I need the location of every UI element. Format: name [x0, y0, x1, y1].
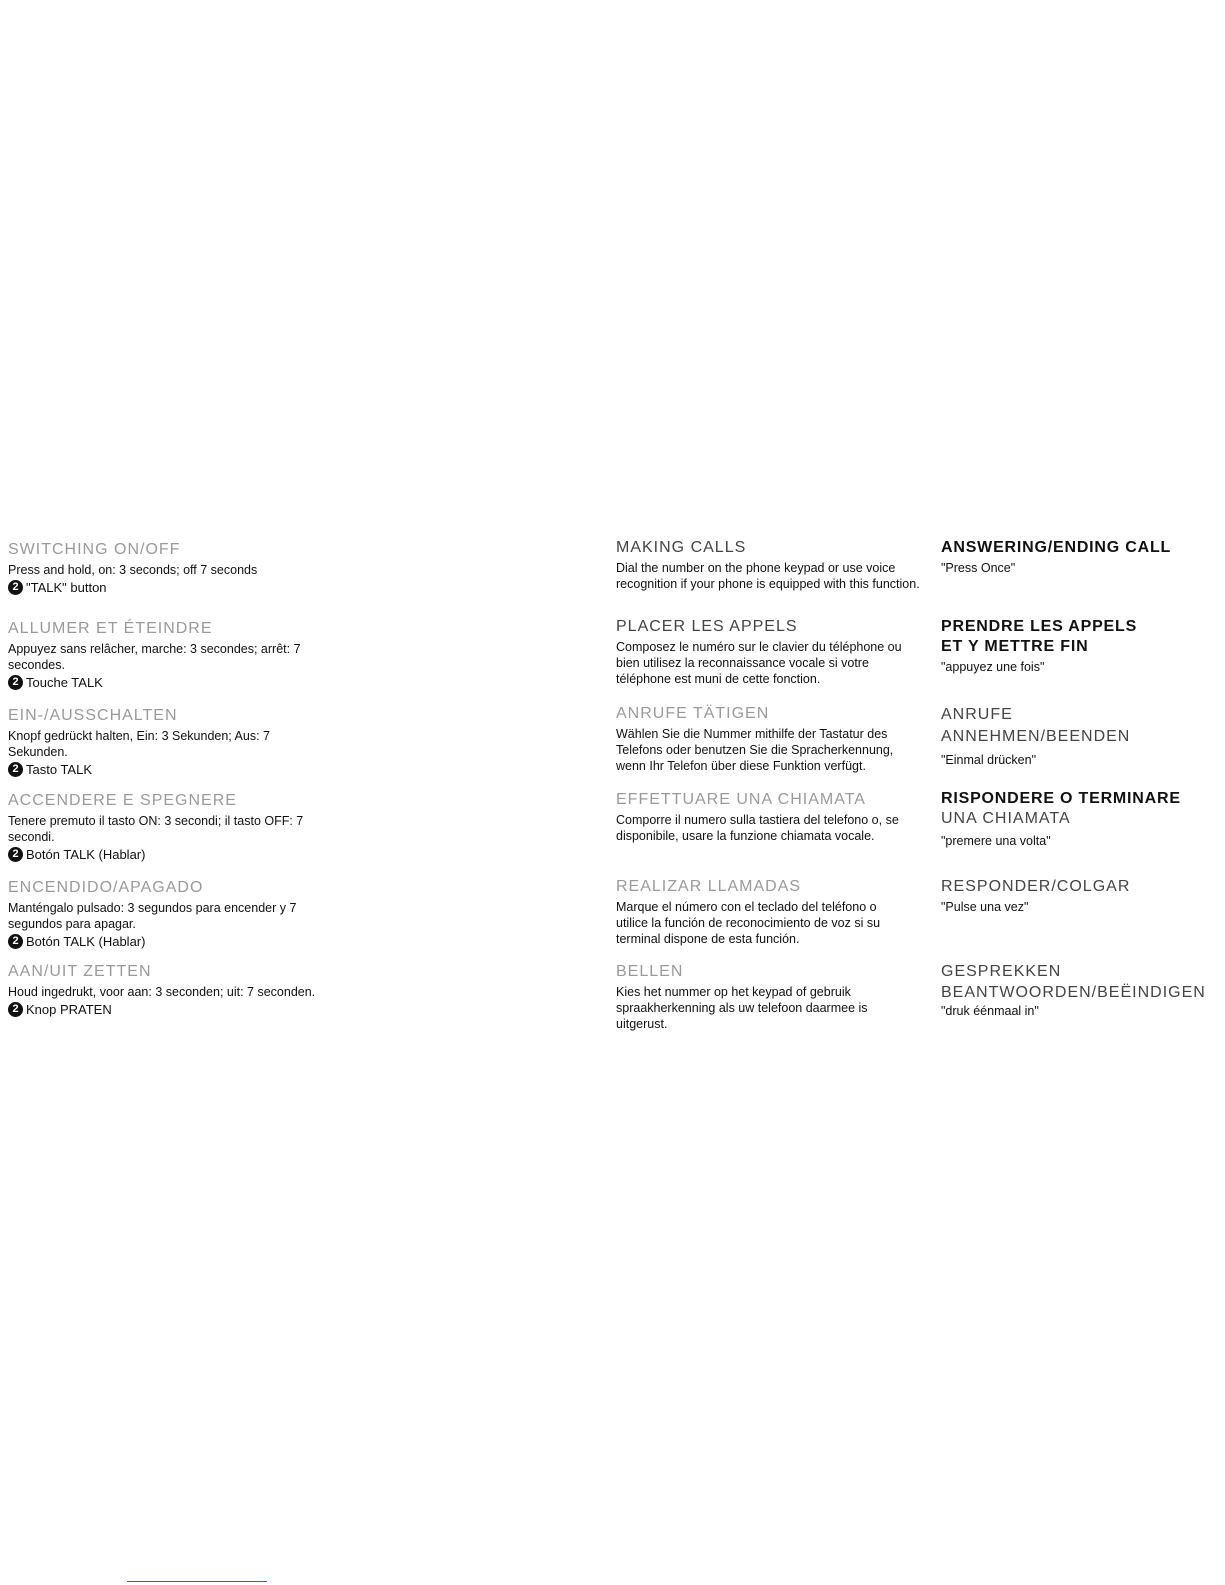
section-switching-on-off-nl — [8, 962, 348, 1018]
talk-button-reference — [8, 846, 338, 863]
section-text: "appuyez une fois" — [941, 660, 1045, 674]
section-title-line-1: PRENDRE LES APPELS — [941, 618, 1138, 635]
talk-button-reference — [8, 579, 338, 596]
talk-button-reference — [8, 674, 338, 691]
number-2-icon: 2 — [8, 934, 23, 949]
button-label: Tasto TALK — [26, 762, 92, 777]
section-text: Dial the number on the phone keypad or use voice recognition if your phone is equipped with this function. — [616, 561, 920, 591]
section-title: BELLEN — [616, 963, 684, 980]
number-2-icon: 2 — [8, 1002, 23, 1017]
button-label: Knop PRATEN — [26, 1002, 112, 1017]
section-text: Tenere premuto il tasto ON: 3 secondi; il tasto OFF: 7 secondi. — [8, 814, 304, 844]
section-title-line-2: ET Y METTRE FIN — [941, 638, 1089, 655]
section-text: Press and hold, on: 3 seconds; off 7 seconds — [8, 563, 258, 577]
section-title: ENCENDIDO/APAGADO — [8, 879, 204, 896]
section-text: "Einmal drücken" — [941, 753, 1037, 767]
section-text: Houd ingedrukt, voor aan: 3 seconden; uit: 7 seconden. — [8, 985, 316, 999]
button-label: Botón TALK (Hablar) — [26, 847, 146, 862]
button-label: "TALK" button — [26, 580, 107, 595]
section-text: Kies het nummer op het keypad of gebruik spraakherkenning als uw telefoon daarmee is uitgerust. — [616, 985, 868, 1031]
number-2-icon: 2 — [8, 675, 23, 690]
talk-button-reference — [8, 933, 338, 950]
talk-button-reference — [8, 1001, 348, 1018]
talk-button-reference — [8, 761, 338, 778]
section-title: EFFETTUARE UNA CHIAMATA — [616, 791, 866, 808]
section-title: REALIZAR LLAMADAS — [616, 878, 802, 895]
section-title: ANRUFE TÄTIGEN — [616, 705, 770, 722]
bottom-link-underline — [127, 1581, 267, 1582]
section-title-line-2: BEANTWOORDEN/BEËINDIGEN — [941, 984, 1206, 1001]
section-title-line-2: UNA CHIAMATA — [941, 810, 1071, 827]
section-answering-ending-es — [941, 877, 1221, 915]
section-making-calls-it — [616, 790, 926, 844]
section-text: Appuyez sans relâcher, marche: 3 secondes; arrêt: 7 secondes. — [8, 642, 301, 672]
section-title: RESPONDER/COLGAR — [941, 878, 1131, 895]
section-answering-ending-it — [941, 789, 1221, 849]
number-2-icon: 2 — [8, 762, 23, 777]
section-title: SWITCHING ON/OFF — [8, 541, 181, 558]
section-making-calls-es — [616, 877, 926, 947]
section-answering-ending-nl — [941, 961, 1221, 1019]
button-label: Botón TALK (Hablar) — [26, 934, 146, 949]
number-2-icon: 2 — [8, 580, 23, 595]
section-text: "Pulse una vez" — [941, 900, 1029, 914]
section-making-calls-fr — [616, 617, 926, 687]
section-title: PLACER LES APPELS — [616, 618, 798, 635]
section-making-calls-en — [616, 538, 926, 592]
section-switching-on-off-it — [8, 791, 338, 863]
section-text: Composez le numéro sur le clavier du téléphone ou bien utilisez la reconnaissance vocale si votre téléphone est muni de cette fonction. — [616, 640, 902, 686]
section-text: Knopf gedrückt halten, Ein: 3 Sekunden; Aus: 7 Sekunden. — [8, 729, 270, 759]
section-answering-ending-de — [941, 704, 1221, 768]
section-text: Manténgalo pulsado: 3 segundos para encender y 7 segundos para apagar. — [8, 901, 297, 931]
section-switching-on-off-de — [8, 706, 338, 778]
section-answering-ending-en — [941, 538, 1221, 576]
section-making-calls-nl — [616, 962, 926, 1032]
section-text: "druk éénmaal in" — [941, 1004, 1039, 1018]
button-label: Touche TALK — [26, 675, 103, 690]
section-title: ALLUMER ET ÉTEINDRE — [8, 620, 213, 637]
section-title: MAKING CALLS — [616, 539, 747, 556]
section-switching-on-off-fr — [8, 619, 338, 691]
section-title-line-1: GESPREKKEN — [941, 963, 1062, 980]
section-title-line-1: RISPONDERE O TERMINARE — [941, 790, 1181, 807]
number-2-icon: 2 — [8, 847, 23, 862]
section-text: "premere una volta" — [941, 834, 1051, 848]
section-switching-on-off-en — [8, 540, 338, 596]
section-title-line-1: ANRUFE — [941, 706, 1013, 723]
section-title: ANSWERING/ENDING CALL — [941, 539, 1172, 556]
section-switching-on-off-es — [8, 878, 338, 950]
section-making-calls-de — [616, 704, 926, 774]
section-text: Wählen Sie die Nummer mithilfe der Tastatur des Telefons oder benutzen Sie die Spracherkennung, wenn Ihr Telefon über diese Funktion verfügt. — [616, 727, 894, 773]
section-title: AAN/UIT ZETTEN — [8, 963, 152, 980]
section-text: Marque el número con el teclado del teléfono o utilice la función de reconocimiento de voz si su terminal dispone de esta función. — [616, 900, 881, 946]
section-text: "Press Once" — [941, 561, 1016, 575]
section-title-line-2: ANNEHMEN/BEENDEN — [941, 728, 1131, 745]
section-answering-ending-fr — [941, 617, 1221, 675]
section-title: ACCENDERE E SPEGNERE — [8, 792, 237, 809]
section-text: Comporre il numero sulla tastiera del telefono o, se disponibile, usare la funzione chiamata vocale. — [616, 813, 899, 843]
section-title: EIN-/AUSSCHALTEN — [8, 707, 178, 724]
